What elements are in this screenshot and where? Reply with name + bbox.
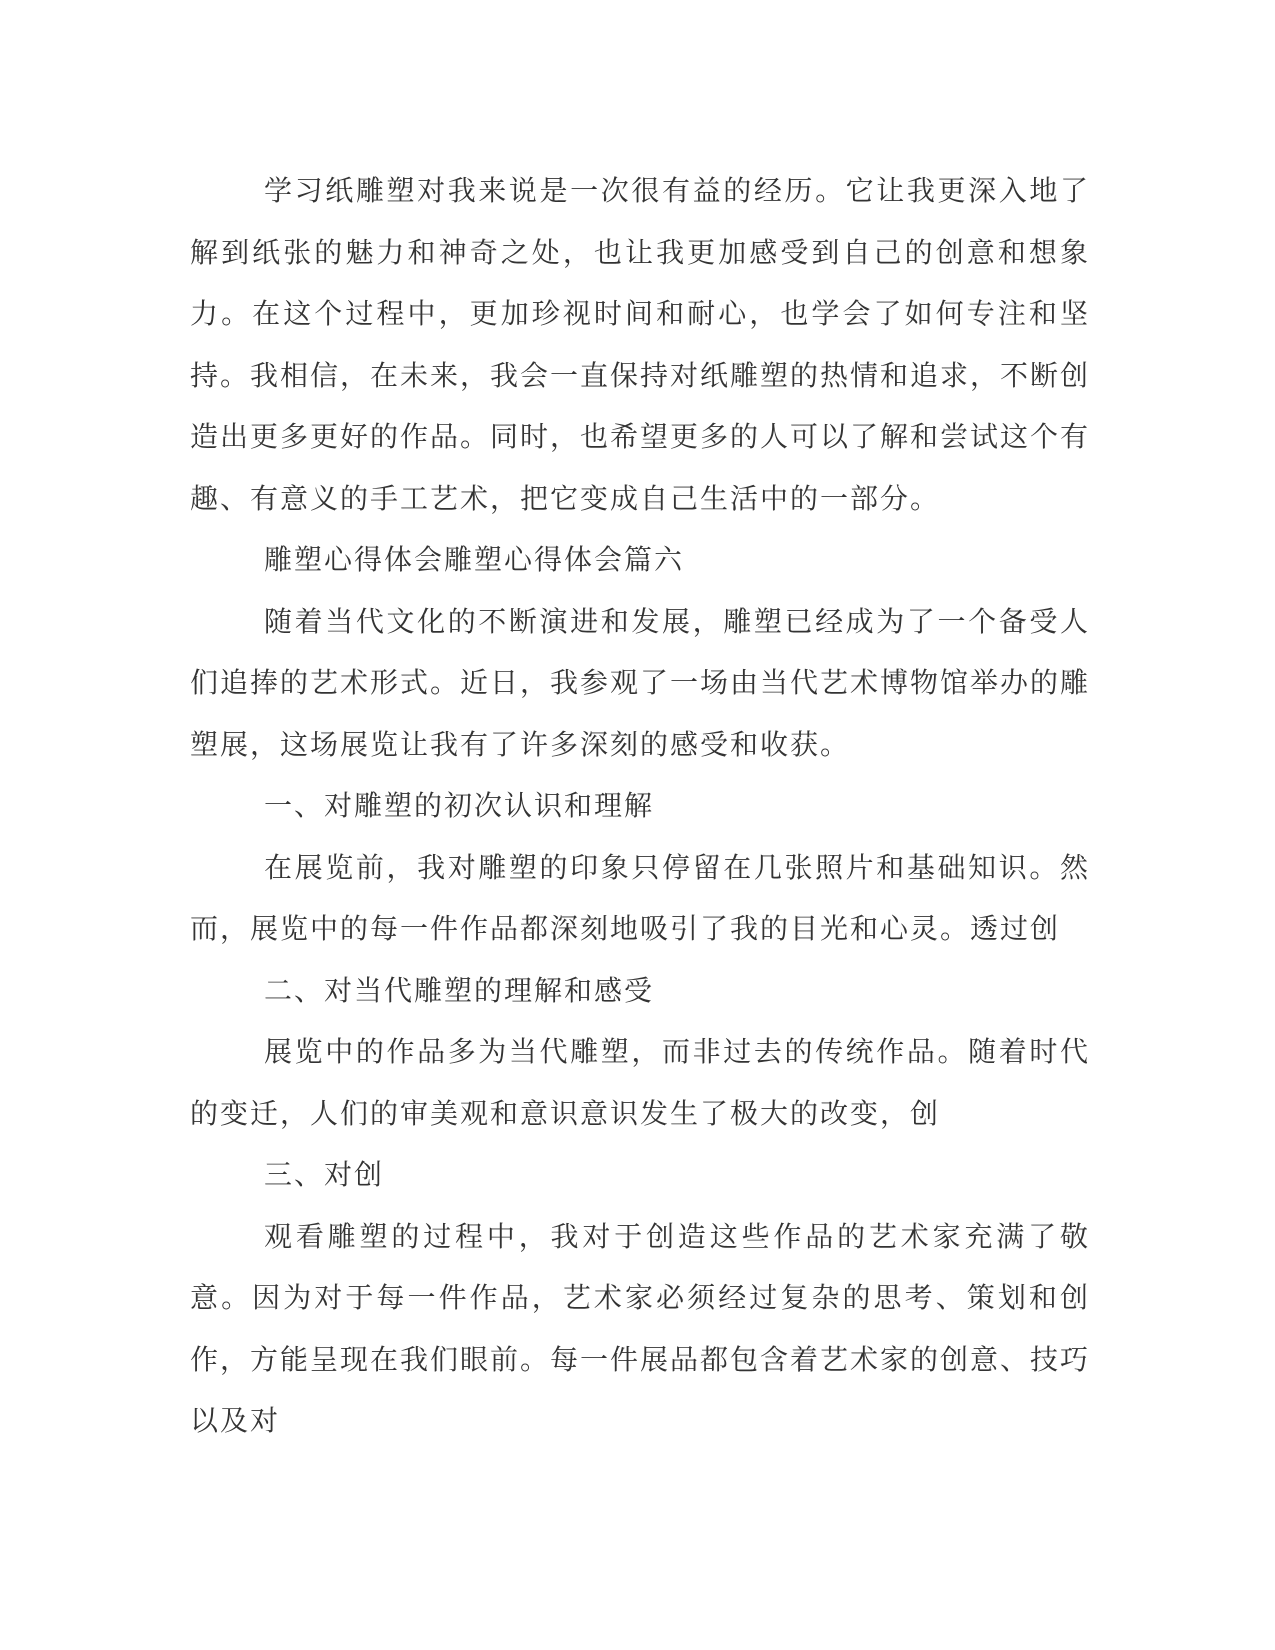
paragraph-paper-sculpture-reflection: 学习纸雕塑对我来说是一次很有益的经历。它让我更深入地了解到纸张的魅力和神奇之处，也让我更加感受到自己的创意和想象力。在这个过程中，更加珍视时间和耐心，也学会了如何专注和坚持。我相信，在未来，我会一直保持对纸雕塑的热情和追求，不断创造出更多更好的作品。同时，也希望更多的人可以了解和尝试这个有趣、有意义的手工艺术，把它变成自己生活中的一部分。 bbox=[190, 174, 1091, 515]
heading-first-impressions: 一、对雕塑的初次认识和理解 bbox=[264, 789, 655, 822]
paragraph-exhibition-intro: 随着当代文化的不断演进和发展，雕塑已经成为了一个备受人们追捧的艺术形式。近日，我参观了一场由当代艺术博物馆举办的雕塑展，这场展览让我有了许多深刻的感受和收获。 bbox=[190, 604, 1091, 761]
paragraph-first-impressions: 在展览前，我对雕塑的印象只停留在几张照片和基础知识。然而，展览中的每一件作品都深刻地吸引了我的目光和心灵。透过创 bbox=[190, 850, 1090, 945]
section-title-part-six: 雕塑心得体会雕塑心得体会篇六 bbox=[264, 543, 685, 576]
document-body bbox=[190, 160, 1090, 1452]
paragraph-contemporary-sculpture: 展览中的作品多为当代雕塑，而非过去的传统作品。随着时代的变迁，人们的审美观和意识意识发生了极大的改变，创 bbox=[190, 1035, 1090, 1130]
heading-creation: 三、对创 bbox=[264, 1158, 385, 1191]
heading-contemporary-sculpture: 二、对当代雕塑的理解和感受 bbox=[264, 973, 655, 1007]
paragraph-respect-for-artists: 观看雕塑的过程中，我对于创造这些作品的艺术家充满了敬意。因为对于每一件作品，艺术家必须经过复杂的思考、策划和创作，方能呈现在我们眼前。每一件展品都包含着艺术家的创意、技巧以及对 bbox=[190, 1219, 1091, 1437]
